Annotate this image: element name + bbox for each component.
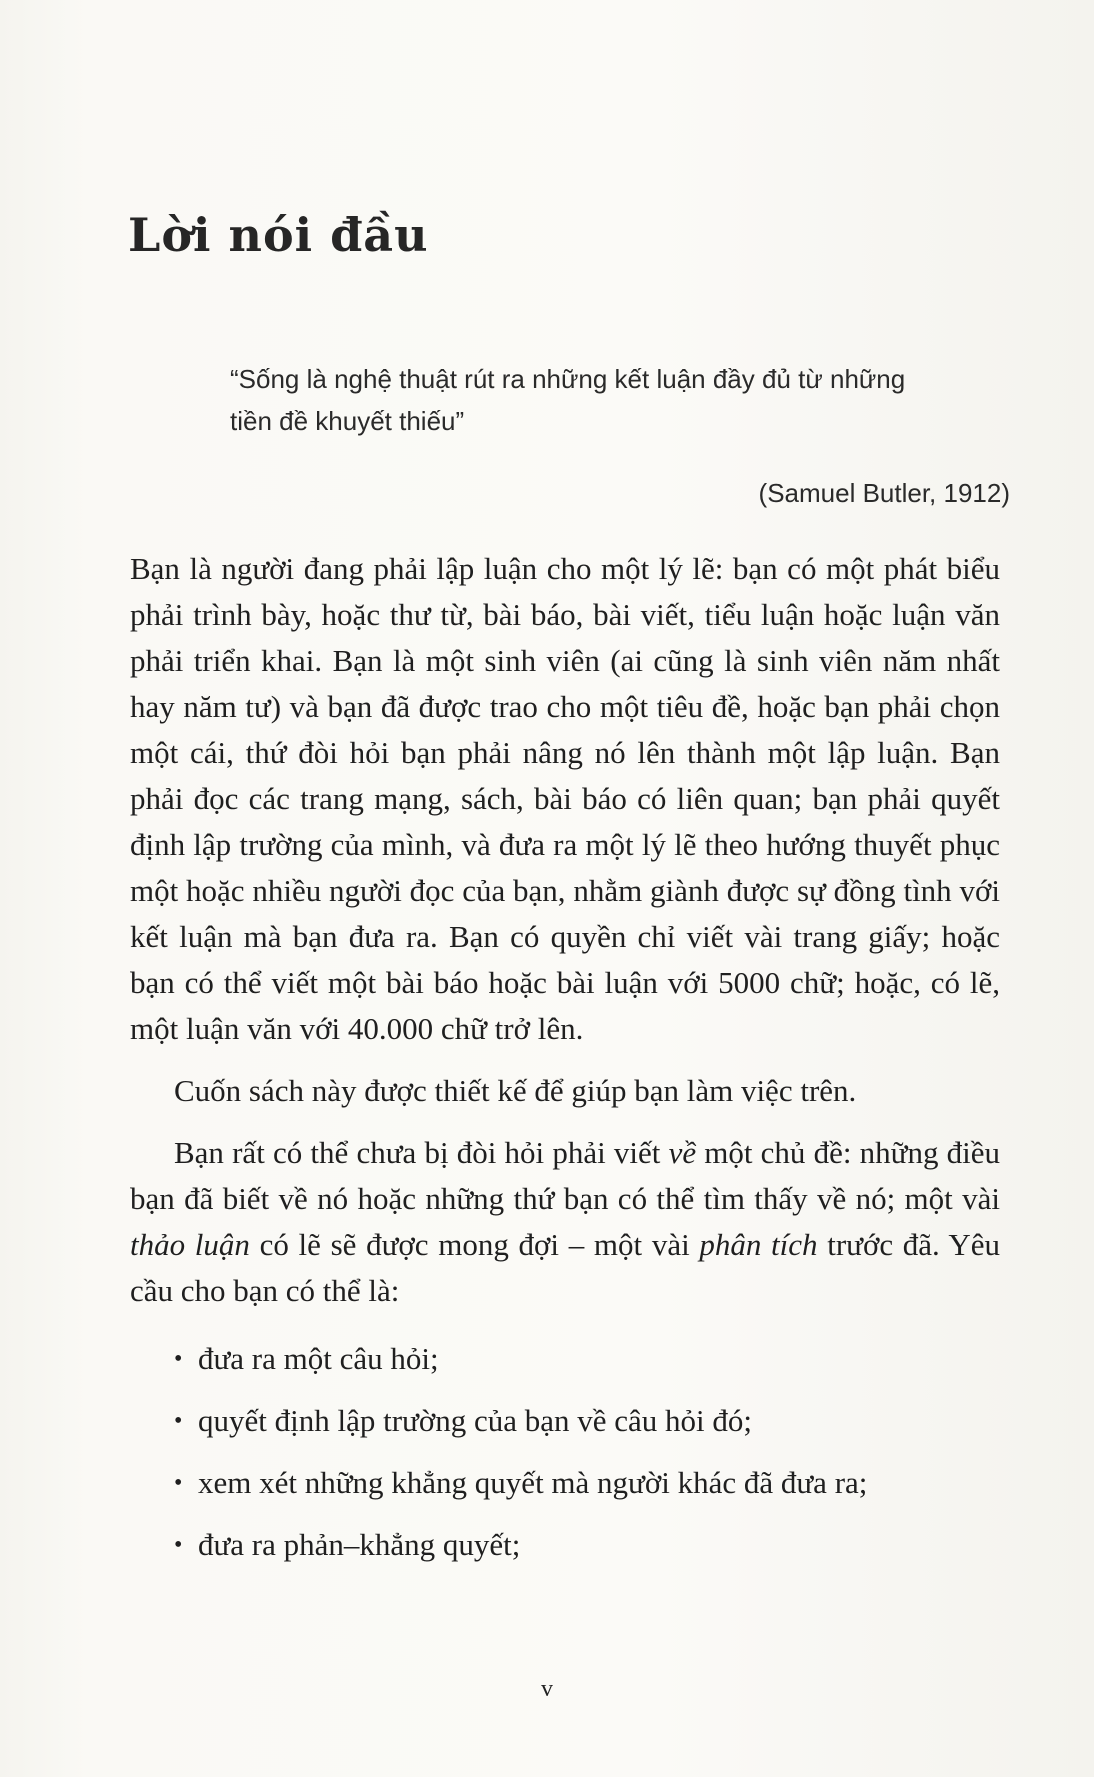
- list-item-text: đưa ra một câu hỏi;: [198, 1341, 439, 1376]
- paragraph-3-emphasis-phan-tich: phân tích: [699, 1227, 818, 1262]
- paragraph-3-emphasis-thao-luan: thảo luận: [130, 1227, 250, 1262]
- paragraph-3-text-a: Bạn rất có thể chưa bị đòi hỏi phải viết: [174, 1135, 669, 1170]
- epigraph-attribution: (Samuel Butler, 1912): [758, 478, 1010, 508]
- chapter-title: Lời nói đầu: [128, 208, 429, 262]
- bullet-icon: •: [174, 1532, 183, 1558]
- paragraph-1: Bạn là người đang phải lập luận cho một lý lẽ: bạn có một phát biểu phải trình bày, hoặc thư từ, bài báo, bài viết, tiểu luận hoặc luận văn phải triển khai. Bạn là một sinh viên (ai cũng là sinh viên năm nhất hay năm tư) và bạn đã được trao cho một tiêu đề, hoặc bạn phải chọn một cái, thứ đòi hỏi bạn phải nâng nó lên thành một lập luận. Bạn phải đọc các trang mạng, sách, bài báo có liên quan; bạn phải quyết định lập trường của mình, và đưa ra một lý lẽ theo hướng thuyết phục một hoặc nhiều người đọc của bạn, nhằm giành được sự đồng tình với kết luận mà bạn đưa ra. Bạn có quyền chỉ viết vài trang giấy; hoặc bạn có thể viết một bài báo hoặc bài luận với 5000 chữ; hoặc, có lẽ, một luận văn với 40.000 chữ trở lên.: [130, 551, 1000, 1046]
- list-item: [130, 1336, 1000, 1382]
- paragraph-3-text-c: có lẽ sẽ được mong đợi – một vài: [249, 1227, 700, 1262]
- requirement-list: [130, 1336, 1000, 1568]
- list-item-text: quyết định lập trường của bạn về câu hỏi đó;: [198, 1403, 753, 1438]
- body-text: [130, 546, 1000, 1584]
- list-item-text: xem xét những khẳng quyết mà người khác đã đưa ra;: [198, 1465, 868, 1500]
- bullet-icon: •: [174, 1408, 183, 1434]
- page-number: v: [541, 1676, 553, 1702]
- epigraph: [230, 358, 1020, 442]
- paragraph-2: Cuốn sách này được thiết kế để giúp bạn làm việc trên.: [174, 1073, 857, 1108]
- list-item: [130, 1460, 1000, 1506]
- paragraph-3-emphasis-ve: về: [668, 1135, 697, 1170]
- bullet-icon: •: [174, 1470, 183, 1496]
- paragraph-3: [130, 1130, 1000, 1314]
- paragraph-3-text-d: trước đã. Yêu cầu cho bạn có thể là:: [130, 1227, 1000, 1308]
- epigraph-line-1: “Sống là nghệ thuật rút ra những kết luận đầy đủ từ những: [230, 364, 906, 394]
- epigraph-line-2: tiền đề khuyết thiếu”: [230, 406, 465, 436]
- list-item: [130, 1398, 1000, 1444]
- list-item: [130, 1522, 1000, 1568]
- bullet-icon: •: [174, 1346, 183, 1372]
- paragraph-3-text-b: một chủ đề: những điều bạn đã biết về nó hoặc những thứ bạn có thể tìm thấy về nó; một vài: [130, 1135, 1001, 1216]
- list-item-text: đưa ra phản–khẳng quyết;: [198, 1527, 521, 1562]
